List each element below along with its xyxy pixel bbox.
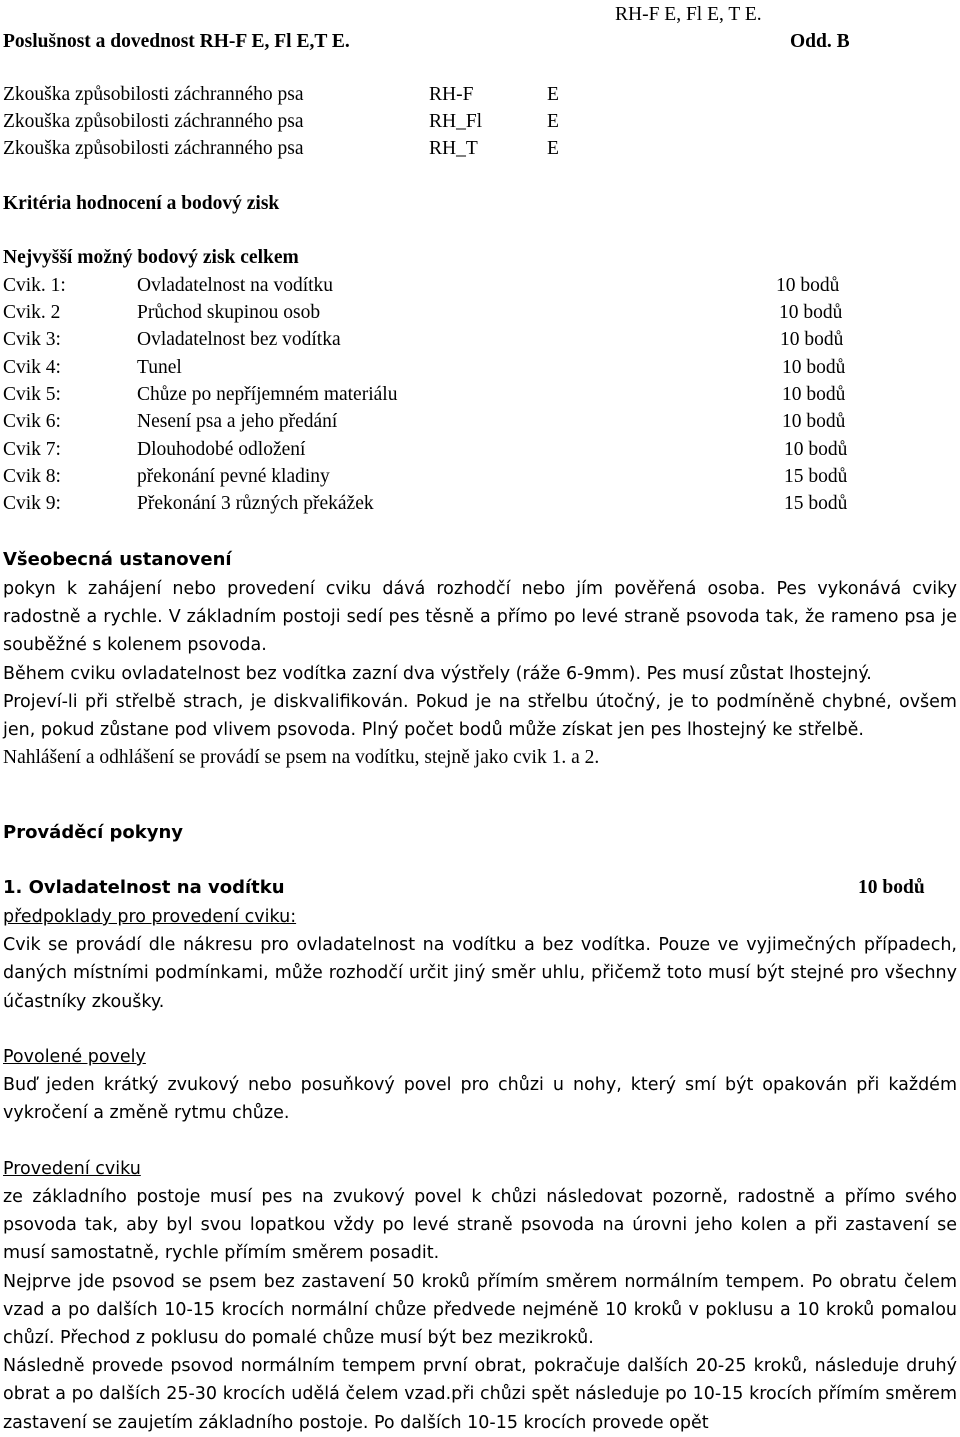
exercise-number: Cvik 7: <box>3 439 61 460</box>
exercise1-title: 1. Ovladatelnost na vodítku <box>3 877 285 898</box>
exercise-number: Cvik 4: <box>3 357 61 378</box>
exercise-points: 10 bodů <box>776 275 840 296</box>
exercise-name: překonání pevné kladiny <box>137 466 330 487</box>
execution-label-text: Provedení cviku <box>3 1158 141 1179</box>
exercise-points: 10 bodů <box>780 329 844 350</box>
exercise-row <box>3 299 863 326</box>
execution-text: při chůzi spět následuje po 10-15 krocích přímím směrem zastavení se zaujetím základního postoje. <box>3 1384 957 1433</box>
prereq-text: Pouze ve vyjimečných případech, daných místními podmínkami, může rozhodčí určit jiný směr uhlu, přičemž toto musí být stejné pro všechny účastníky zkoušky. <box>3 935 957 1012</box>
exercise-number: Cvik 5: <box>3 384 61 405</box>
department-label: Odd. B <box>790 31 850 52</box>
spacer <box>3 1128 957 1155</box>
exercise-points: 10 bodů <box>782 411 846 432</box>
prereq-label <box>3 903 957 931</box>
prereq-label-text: předpoklady pro provedení cviku: <box>3 907 297 927</box>
general-paragraph <box>3 660 957 688</box>
execution-text: Následně provede psovod normálním tempem první obrat, pokračuje dalších 20-25 kroků, následuje druhý obrat a po dalších 25-30 krocích udělá čelem vzad. <box>3 1356 957 1405</box>
general-text: Pes vykonává cviky radostně a rychle. <box>3 579 957 628</box>
general-text: pokyn k zahájení nebo provedení cviku dává rozhodčí nebo jím pověřená osoba. <box>3 579 766 599</box>
exercise-name: Ovladatelnost bez vodítka <box>137 329 341 350</box>
header-code-right: RH-F E, Fl E, T E. <box>615 4 762 25</box>
exercise-number: Cvik. 1: <box>3 275 66 296</box>
exercise-number: Cvik 9: <box>3 493 61 514</box>
exercise-name: Nesení psa a jeho předání <box>137 411 338 432</box>
exercise-row <box>3 490 863 517</box>
execution-text: Po obratu čelem vzad a po dalších 10-15 krocích normální chůze předvede nejméně 10 kroků v poklusu a 10 kroků pomalou chůzí. <box>3 1271 957 1349</box>
commands-text: Buď jeden krátký zvukový nebo posuňkový povel pro chůzi u nohy, který smí být opakován při každém vykročení a změně rytmu chůze. <box>3 1075 957 1124</box>
exercise-name: Tunel <box>137 357 182 378</box>
instructions-heading: Prováděcí pokyny <box>3 822 184 843</box>
general-paragraph <box>3 688 957 744</box>
exercise-row <box>3 463 863 490</box>
exercise-points: 10 bodů <box>779 302 843 323</box>
general-paragraph <box>3 575 957 660</box>
test-level: E <box>547 84 559 105</box>
exercise-row <box>3 381 863 408</box>
prereq-paragraph <box>3 931 957 1016</box>
exercise-number: Cvik 3: <box>3 329 61 350</box>
exercise-name: Dlouhodobé odložení <box>137 439 306 460</box>
exercise-number: Cvik 6: <box>3 411 61 432</box>
execution-paragraph <box>3 1268 957 1353</box>
test-code: RH-F <box>429 84 474 105</box>
exercise-points: 10 bodů <box>782 384 846 405</box>
general-paragraph <box>3 744 957 771</box>
general-text: Pes musí zůstat lhostejný. <box>641 663 872 684</box>
general-section <box>3 575 957 771</box>
exercise1-points: 10 bodů <box>858 877 925 898</box>
test-row <box>3 108 603 135</box>
page-title: Poslušnost a dovednost RH-F E, Fl E,T E. <box>3 31 350 52</box>
exercise-row <box>3 436 863 463</box>
execution-paragraph <box>3 1183 957 1268</box>
prereq-text: Cvik se provádí dle nákresu pro ovladatelnost na vodítku a bez vodítka. <box>3 935 651 956</box>
execution-text: Nejprve jde psovod se psem bez zastavení 50 kroků přímím směrem normálním tempem. <box>3 1271 805 1292</box>
exercise-points: 15 bodů <box>784 466 848 487</box>
max-points-heading: Nejvyšší možný bodový zisk celkem <box>3 247 299 268</box>
exercise-row <box>3 354 863 381</box>
exercise-name: Překonání 3 různých překážek <box>137 493 374 514</box>
exercise-name: Průchod skupinou osob <box>137 302 321 323</box>
test-code: RH_Fl <box>429 111 483 132</box>
exercise-row <box>3 408 863 435</box>
test-level: E <box>547 138 559 159</box>
exercise-name: Chůze po nepříjemném materiálu <box>137 384 398 405</box>
general-text: Projeví-li při střelbě strach, je diskvalifikován. <box>3 691 409 712</box>
general-text: Plný počet bodů může získat jen pes lhostejný ke střelbě. <box>356 720 864 741</box>
general-text: Pokud je na střelbu útočný, je to podmíněně chybné, ovšem jen, pokud zůstane pod vlivem psovoda. <box>3 691 957 741</box>
test-name: Zkouška způsobilosti záchranného psa <box>3 138 304 159</box>
exercise-row <box>3 326 863 353</box>
general-text: Během cviku ovladatelnost bez vodítka zazní dva výstřely (ráže 6-9mm). <box>3 663 642 684</box>
spacer <box>3 1016 957 1043</box>
commands-paragraph <box>3 1071 957 1127</box>
exercise-number: Cvik 8: <box>3 466 61 487</box>
test-level: E <box>547 111 559 132</box>
exercise-name: Ovladatelnost na vodítku <box>137 275 334 296</box>
execution-text: ze základního postoje musí pes na zvukový povel k chůzi následovat pozorně, radostně a přímo svého psovoda tak, aby byl svou lopatkou vždy po levé straně psovoda na úrovni jeho kolen a při zastavení se musí samostatně, rychle přímím směrem posadit. <box>3 1187 957 1264</box>
test-row <box>3 135 603 162</box>
execution-label <box>3 1155 957 1183</box>
exercise-points: 10 bodů <box>784 439 848 460</box>
general-heading: Všeobecná ustanovení <box>3 549 232 570</box>
commands-label <box>3 1043 957 1071</box>
general-text: Nahlášení a odhlášení se provádí se psem na vodítku, stejně jako cvik 1. a 2. <box>3 747 600 769</box>
general-text: V základním postoji sedí pes těsně a přímo po levé straně psovoda tak, že rameno psa je souběžné s kolenem psovoda. <box>3 607 957 656</box>
exercise-points: 15 bodů <box>784 493 848 514</box>
criteria-heading: Kritéria hodnocení a bodový zisk <box>3 193 280 214</box>
test-row <box>3 81 603 108</box>
commands-label-text: Povolené povely <box>3 1047 146 1067</box>
execution-text: Přechod z poklusu do pomalé chůze musí být bez mezikroků. <box>54 1328 594 1349</box>
exercise-number: Cvik. 2 <box>3 302 61 323</box>
exercise-points: 10 bodů <box>782 357 846 378</box>
exercise-row <box>3 272 863 299</box>
test-code: RH_T <box>429 138 478 159</box>
test-name: Zkouška způsobilosti záchranného psa <box>3 111 304 132</box>
execution-text: Po dalších 10-15 krocích provede opět <box>368 1412 709 1433</box>
execution-paragraph <box>3 1352 957 1437</box>
exercise1-section <box>3 903 957 1437</box>
test-name: Zkouška způsobilosti záchranného psa <box>3 84 304 105</box>
